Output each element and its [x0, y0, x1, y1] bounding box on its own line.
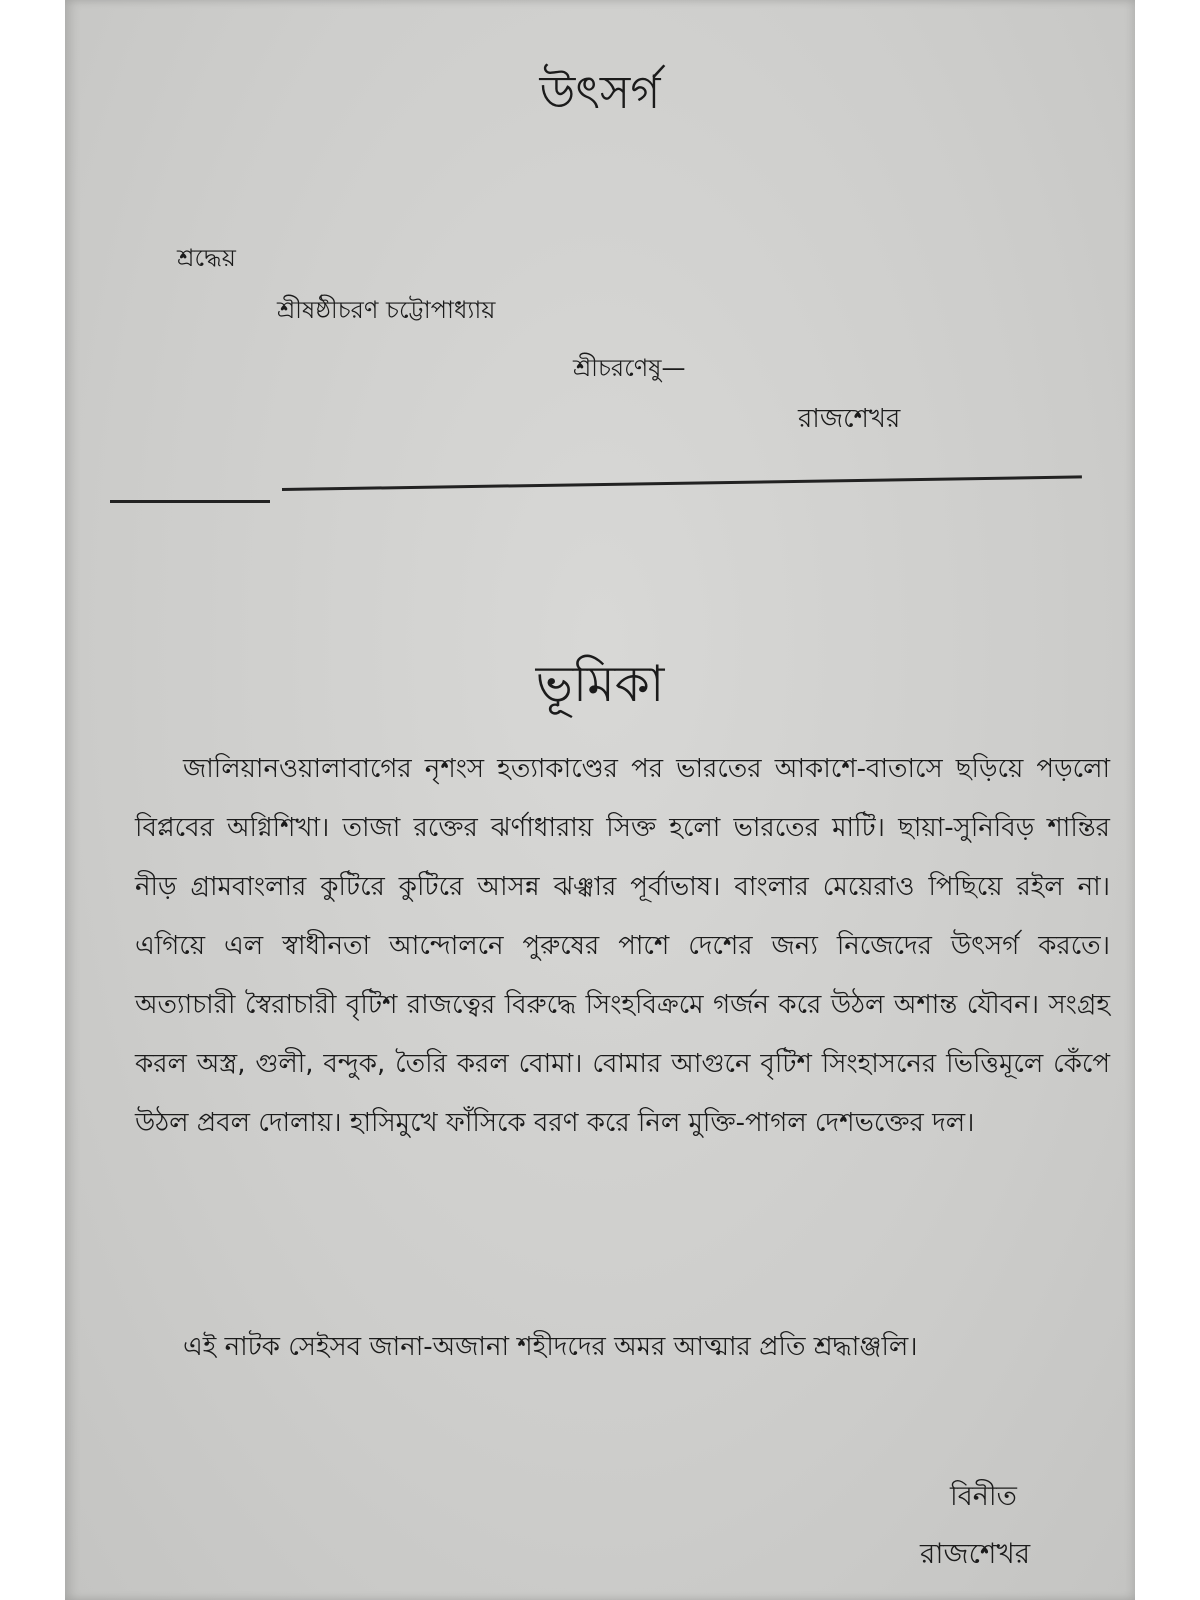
book-page — [65, 0, 1135, 1600]
preface-signature: রাজশেখর — [920, 1537, 1031, 1570]
divider-rule-long — [282, 475, 1082, 491]
preface-paragraph: জালিয়ানওয়ালাবাগের নৃশংস হত্যাকাণ্ডের পর ভারতের আকাশে-বাতাসে ছড়িয়ে পড়লো বিপ্লবের অগ্নিশিখা। তাজা রক্তের ঝর্ণাধারায় সিক্ত হলো ভারতের মাটি। ছায়া-সুনিবিড় শান্তির নীড় গ্রামবাংলার কুটিরে কুটিরে আসন্ন ঝঞ্ঝার পূর্বাভাষ। বাংলার মেয়েরাও পিছিয়ে রইল না। এগিয়ে এল স্বাধীনতা আন্দোলনে পুরুষের পাশে দেশের জন্য নিজেদের উৎসর্গ করতে। অত্যাচারী স্বৈরাচারী বৃটিশ রাজত্বের বিরুদ্ধে সিংহবিক্রমে গর্জন করে উঠল অশান্ত যৌবন। সংগ্রহ করল অস্ত্র, গুলী, বন্দুক, তৈরি করল বোমা। বোমার আগুনে বৃটিশ সিংহাসনের ভিত্তিমূলে কেঁপে উঠল প্রবল দোলায়। হাসিমুখে ফাঁসিকে বরণ করে নিল মুক্তি-পাগল দেশভক্তের দল। — [135, 754, 1110, 1138]
divider-rule-short — [110, 500, 270, 503]
dedication-salutation: শ্রদ্ধেয় — [177, 244, 236, 272]
dedication-title: উৎসর্গ — [539, 65, 661, 119]
preface-closing: বিনীত — [950, 1481, 1017, 1512]
preface-paragraph: এই নাটক সেইসব জানা-অজানা শহীদদের অমর আত্মার প্রতি শ্রদ্ধাঞ্জলি। — [183, 1332, 918, 1362]
dedication-feet: শ্রীচরণেষু— — [573, 354, 686, 382]
dedication-name: শ্রীষষ্ঠীচরণ চট্টোপাধ্যায় — [277, 296, 496, 324]
preface-title: ভূমিকা — [535, 655, 665, 713]
dedication-author: রাজশেখর — [798, 404, 901, 434]
